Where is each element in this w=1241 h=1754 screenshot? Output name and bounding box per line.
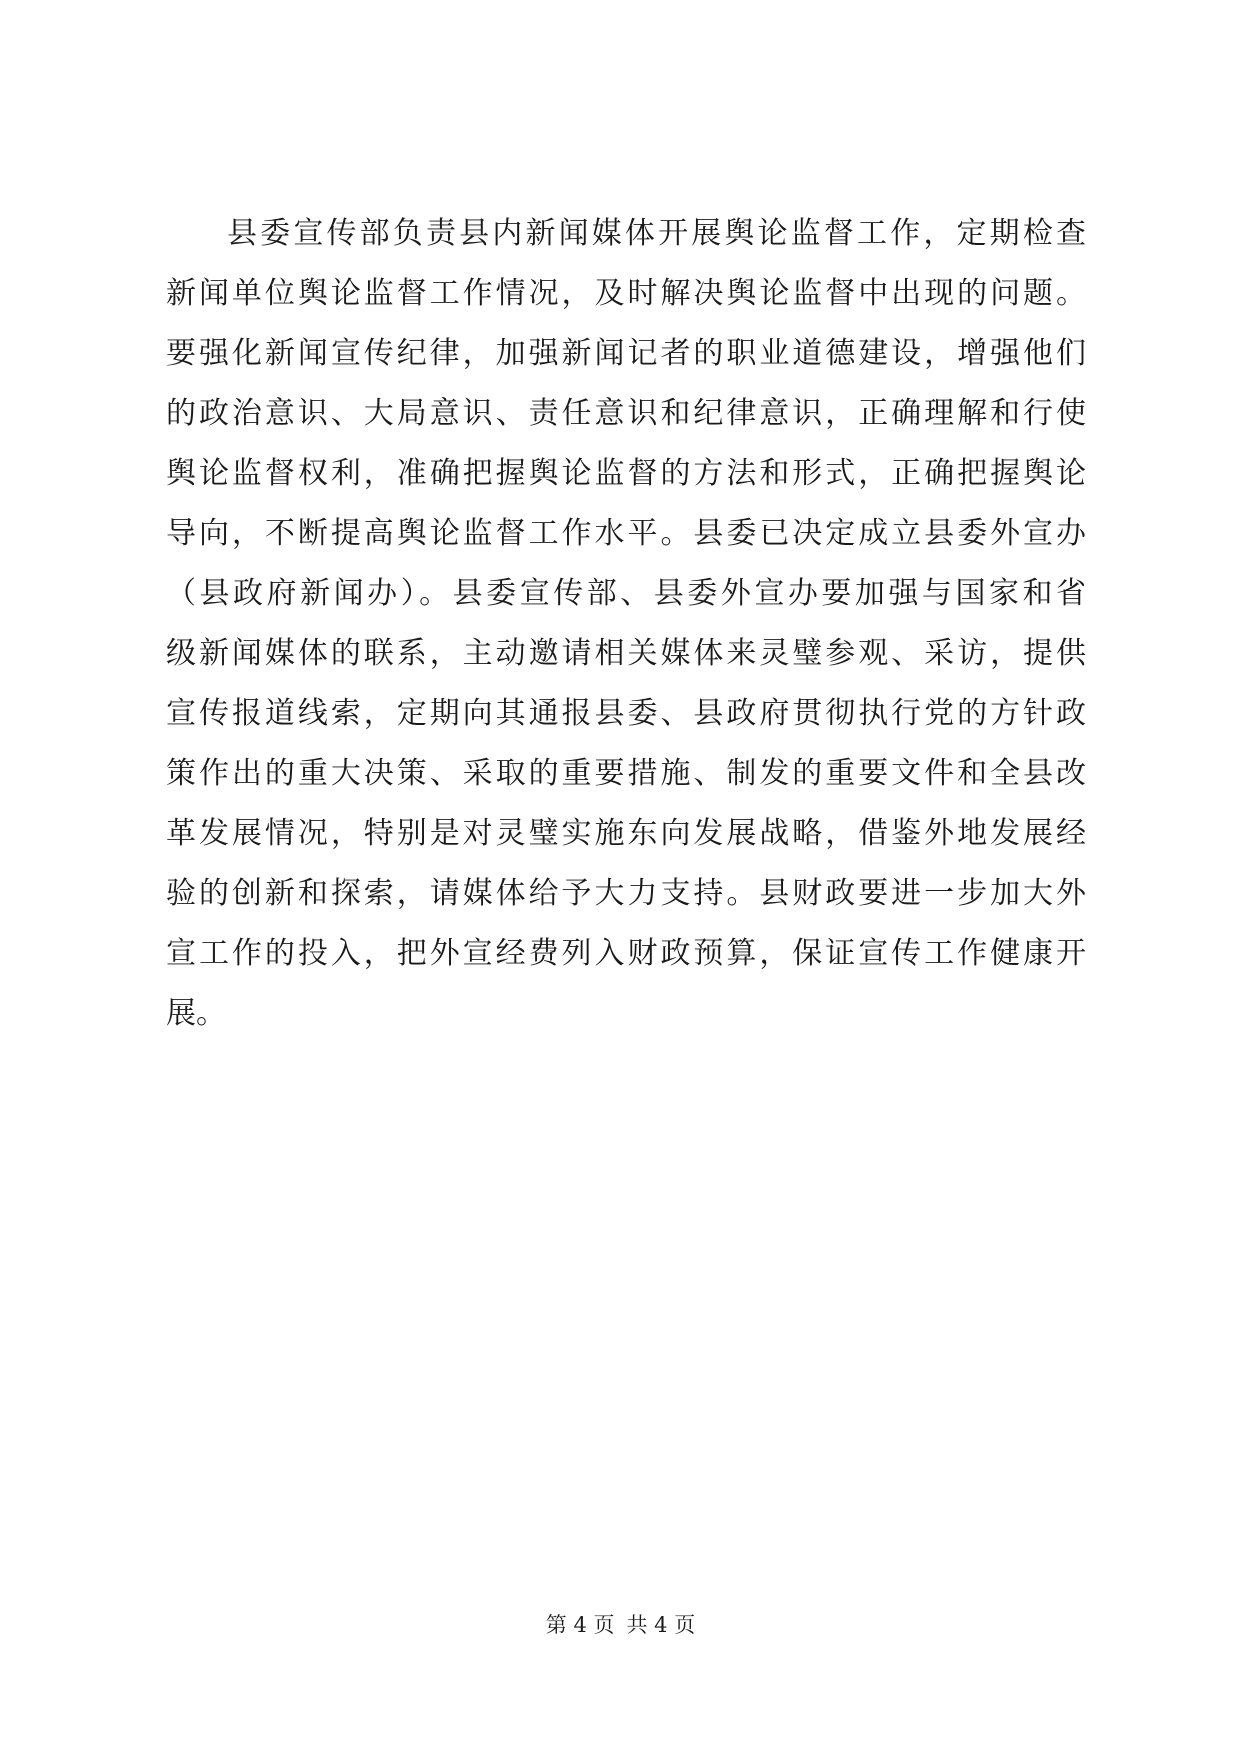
- paragraph-line: （县政府新闻办）。县委宣传部、县委外宣办要加强与国家和省: [166, 576, 1086, 611]
- paragraph-line: 级新闻媒体的联系，主动邀请相关媒体来灵璧参观、采访，提供: [166, 636, 1086, 671]
- paragraph-line: 新闻单位舆论监督工作情况，及时解决舆论监督中出现的问题。: [166, 276, 1086, 311]
- paragraph-line: 舆论监督权利，准确把握舆论监督的方法和形式，正确把握舆论: [166, 456, 1086, 491]
- page-number: 第 4 页: [545, 1613, 615, 1637]
- paragraph-line: 导向，不断提高舆论监督工作水平。县委已决定成立县委外宣办: [166, 516, 1086, 551]
- paragraph-line: 展。: [166, 996, 226, 1031]
- page-total: 共 4 页: [626, 1613, 696, 1637]
- paragraph-line: 策作出的重大决策、采取的重要措施、制发的重要文件和全县改: [166, 756, 1086, 791]
- paragraph-line: 验的创新和探索，请媒体给予大力支持。县财政要进一步加大外: [166, 876, 1086, 911]
- paragraph-line: 要强化新闻宣传纪律，加强新闻记者的职业道德建设，增强他们: [166, 336, 1086, 371]
- page-footer: [0, 1610, 1241, 1640]
- paragraph-line: 的政治意识、大局意识、责任意识和纪律意识，正确理解和行使: [166, 396, 1086, 431]
- body-paragraph: [166, 204, 1086, 1044]
- paragraph-line: 革发展情况，特别是对灵璧实施东向发展战略，借鉴外地发展经: [166, 816, 1086, 851]
- paragraph-line: 县委宣传部负责县内新闻媒体开展舆论监督工作，定期检查: [227, 216, 1086, 251]
- paragraph-line: 宣传报道线索，定期向其通报县委、县政府贯彻执行党的方针政: [166, 696, 1086, 731]
- paragraph-line: 宣工作的投入，把外宣经费列入财政预算，保证宣传工作健康开: [166, 936, 1086, 971]
